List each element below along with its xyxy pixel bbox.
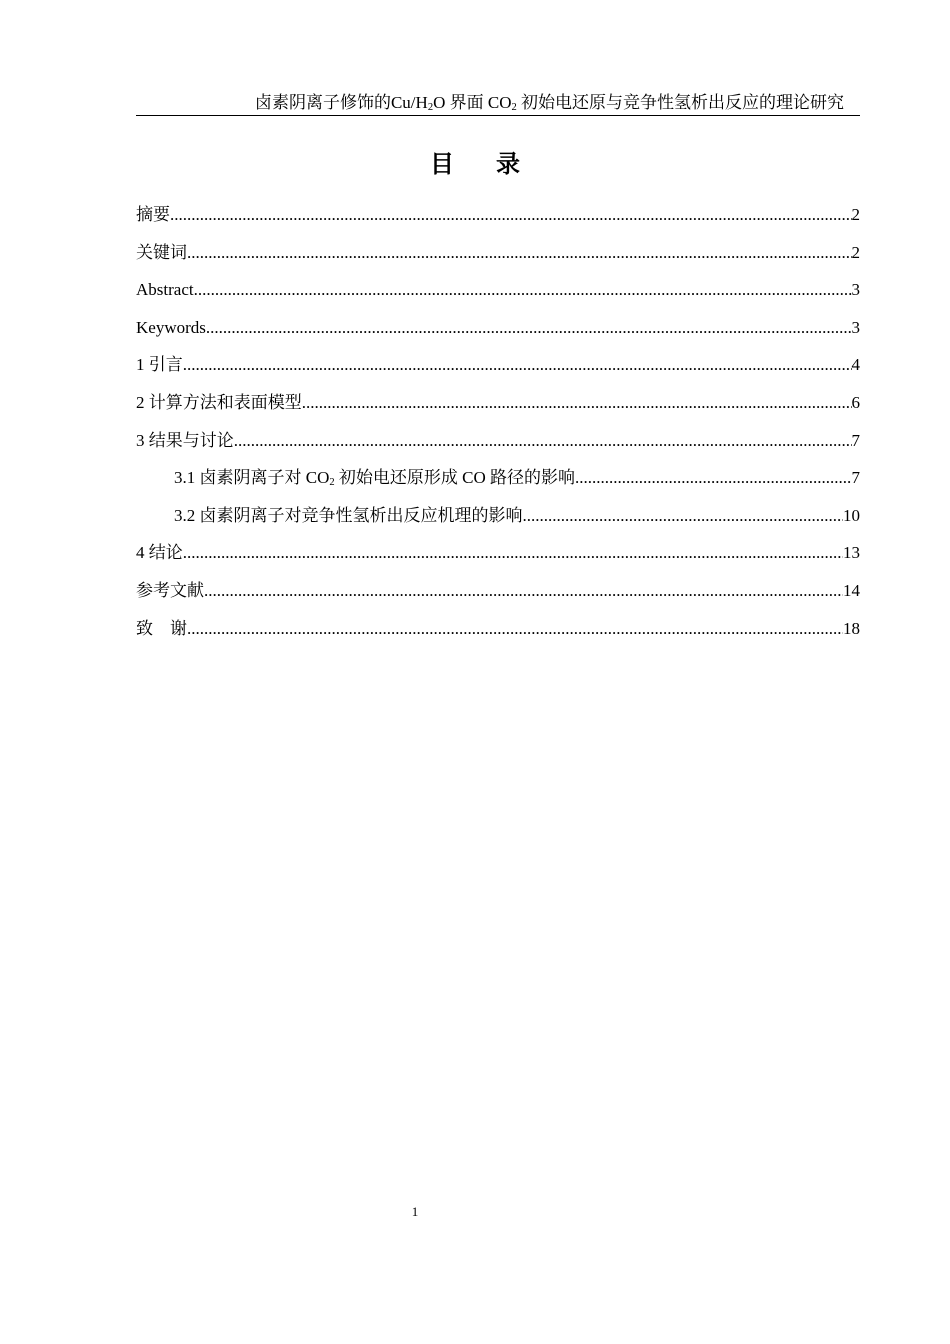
header-text-part1: 卤素阴离子修饰的Cu/H	[254, 93, 428, 112]
toc-entry-page: 3	[851, 317, 860, 337]
toc-entry-label: 参考文献	[136, 580, 204, 600]
dot-leader	[302, 388, 852, 418]
toc-entry-page: 2	[851, 205, 860, 224]
toc-label-subscript: 2	[329, 477, 335, 489]
dot-leader	[206, 313, 852, 343]
page-number: 1	[411, 1204, 419, 1219]
dot-leader	[170, 200, 852, 230]
toc-entry-page: 13	[843, 543, 860, 563]
toc-entry-abstract-en[interactable]	[136, 275, 860, 313]
toc-entry-page: 2	[851, 242, 860, 262]
dot-leader	[187, 614, 843, 644]
toc-entry-acknowledgements[interactable]	[136, 614, 860, 652]
toc-entry-page: 10	[843, 505, 860, 525]
toc-entry-page: 6	[851, 392, 860, 412]
toc-entry-label	[174, 463, 575, 493]
toc-entry-abstract-zh[interactable]	[136, 200, 860, 238]
dot-leader	[187, 238, 852, 268]
dot-leader	[183, 538, 843, 568]
toc-entry-keywords-zh[interactable]	[136, 238, 860, 276]
toc-entry-results[interactable]	[136, 426, 860, 464]
dot-leader	[194, 275, 852, 305]
dot-leader	[234, 426, 852, 456]
toc-label-part-b: 初始电还原形成 CO 路径的影响	[334, 468, 576, 488]
toc-entry-label: 3.2 卤素阴离子对竞争性氢析出反应机理的影响	[174, 505, 523, 525]
toc-entry-page: 7	[851, 468, 860, 488]
toc-entry-introduction[interactable]	[136, 350, 860, 388]
toc-entry-page: 3	[851, 280, 860, 300]
toc-entry-page: 7	[851, 430, 860, 450]
header-subscript-1: 2	[427, 102, 434, 114]
toc-entry-methods[interactable]	[136, 388, 860, 426]
header-subscript-2: 2	[511, 102, 517, 114]
dot-leader	[523, 501, 844, 531]
header-text-part3: 初始电还原与竞争性氢析出反应的理论研究	[516, 93, 844, 112]
toc-entry-keywords-en[interactable]	[136, 313, 860, 351]
toc-entry-label: Abstract	[136, 280, 194, 300]
dot-leader	[575, 463, 851, 493]
running-header	[136, 92, 860, 116]
header-text-part2: O 界面 CO	[433, 93, 512, 112]
toc-title: 目录	[430, 150, 562, 178]
table-of-contents	[136, 200, 860, 651]
toc-entry-page: 4	[851, 355, 860, 375]
toc-entry-label: Keywords	[136, 317, 206, 337]
toc-entry-references[interactable]	[136, 576, 860, 614]
toc-entry-label: 摘要	[136, 205, 170, 224]
toc-entry-label: 关键词	[136, 242, 187, 262]
toc-entry-label: 致 谢	[136, 618, 187, 638]
toc-entry-section-3-2[interactable]	[136, 501, 860, 539]
toc-entry-page: 14	[843, 580, 860, 600]
toc-entry-label: 4 结论	[136, 543, 183, 563]
toc-entry-conclusion[interactable]	[136, 538, 860, 576]
toc-entry-section-3-1[interactable]	[136, 463, 860, 501]
toc-entry-label: 2 计算方法和表面模型	[136, 392, 302, 412]
toc-entry-label: 3 结果与讨论	[136, 430, 234, 450]
toc-entry-page: 18	[843, 618, 860, 638]
toc-entry-label: 1 引言	[136, 355, 183, 375]
toc-label-part-a: 3.1 卤素阴离子对 CO	[174, 468, 330, 488]
dot-leader	[204, 576, 843, 606]
dot-leader	[183, 350, 852, 380]
